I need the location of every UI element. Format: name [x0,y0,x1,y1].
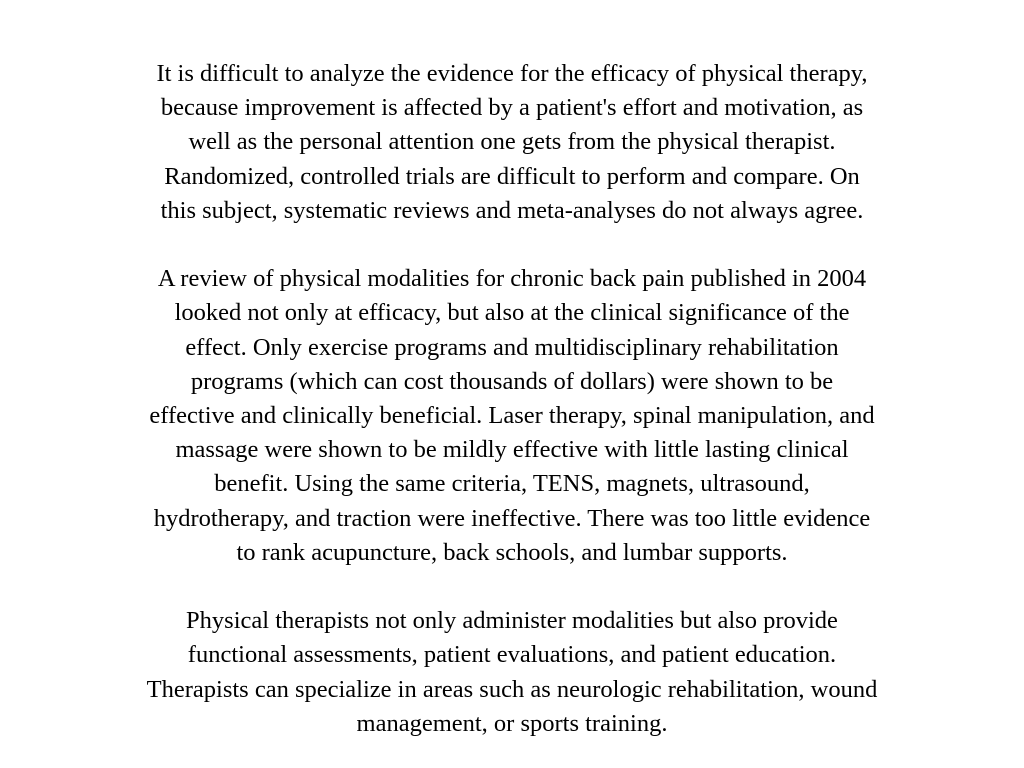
text-line: looked not only at efficacy, but also at the clinical significance of the [174,299,850,327]
text-line: A review of physical modalities for chronic back pain published in 2004 [157,265,867,293]
text-line: Physical therapists not only administer modalities but also provide [186,607,838,635]
text-line: functional assessments, patient evaluations, and patient education. [187,641,837,669]
text-line: hydrotherapy, and traction were ineffective. There was too little evidence [153,504,871,532]
document-body [60,57,964,741]
text-line: management, or sports training. [356,709,668,737]
text-line: programs (which can cost thousands of dollars) were shown to be [190,367,834,395]
text-line: massage were shown to be mildly effective with little lasting clinical [175,436,849,464]
text-line: this subject, systematic reviews and meta-analyses do not always agree. [160,196,864,224]
text-line: to rank acupuncture, back schools, and lumbar supports. [236,538,788,566]
paragraph-therapists [60,604,964,741]
text-line: Randomized, controlled trials are difficult to perform and compare. On [164,162,860,190]
text-line: It is difficult to analyze the evidence for the efficacy of physical therapy, [156,60,868,87]
text-line: benefit. Using the same criteria, TENS, magnets, ultrasound, [214,470,810,498]
text-line: well as the personal attention one gets from the physical therapist. [188,128,836,156]
paragraph-evidence [60,57,964,228]
text-line: Therapists can specialize in areas such as neurologic rehabilitation, wound [146,675,878,703]
text-line: effect. Only exercise programs and multidisciplinary rehabilitation [185,333,839,361]
text-line: because improvement is affected by a patient's effort and motivation, as [160,94,864,122]
text-line: effective and clinically beneficial. Laser therapy, spinal manipulation, and [149,402,875,430]
paragraph-review [60,262,964,570]
